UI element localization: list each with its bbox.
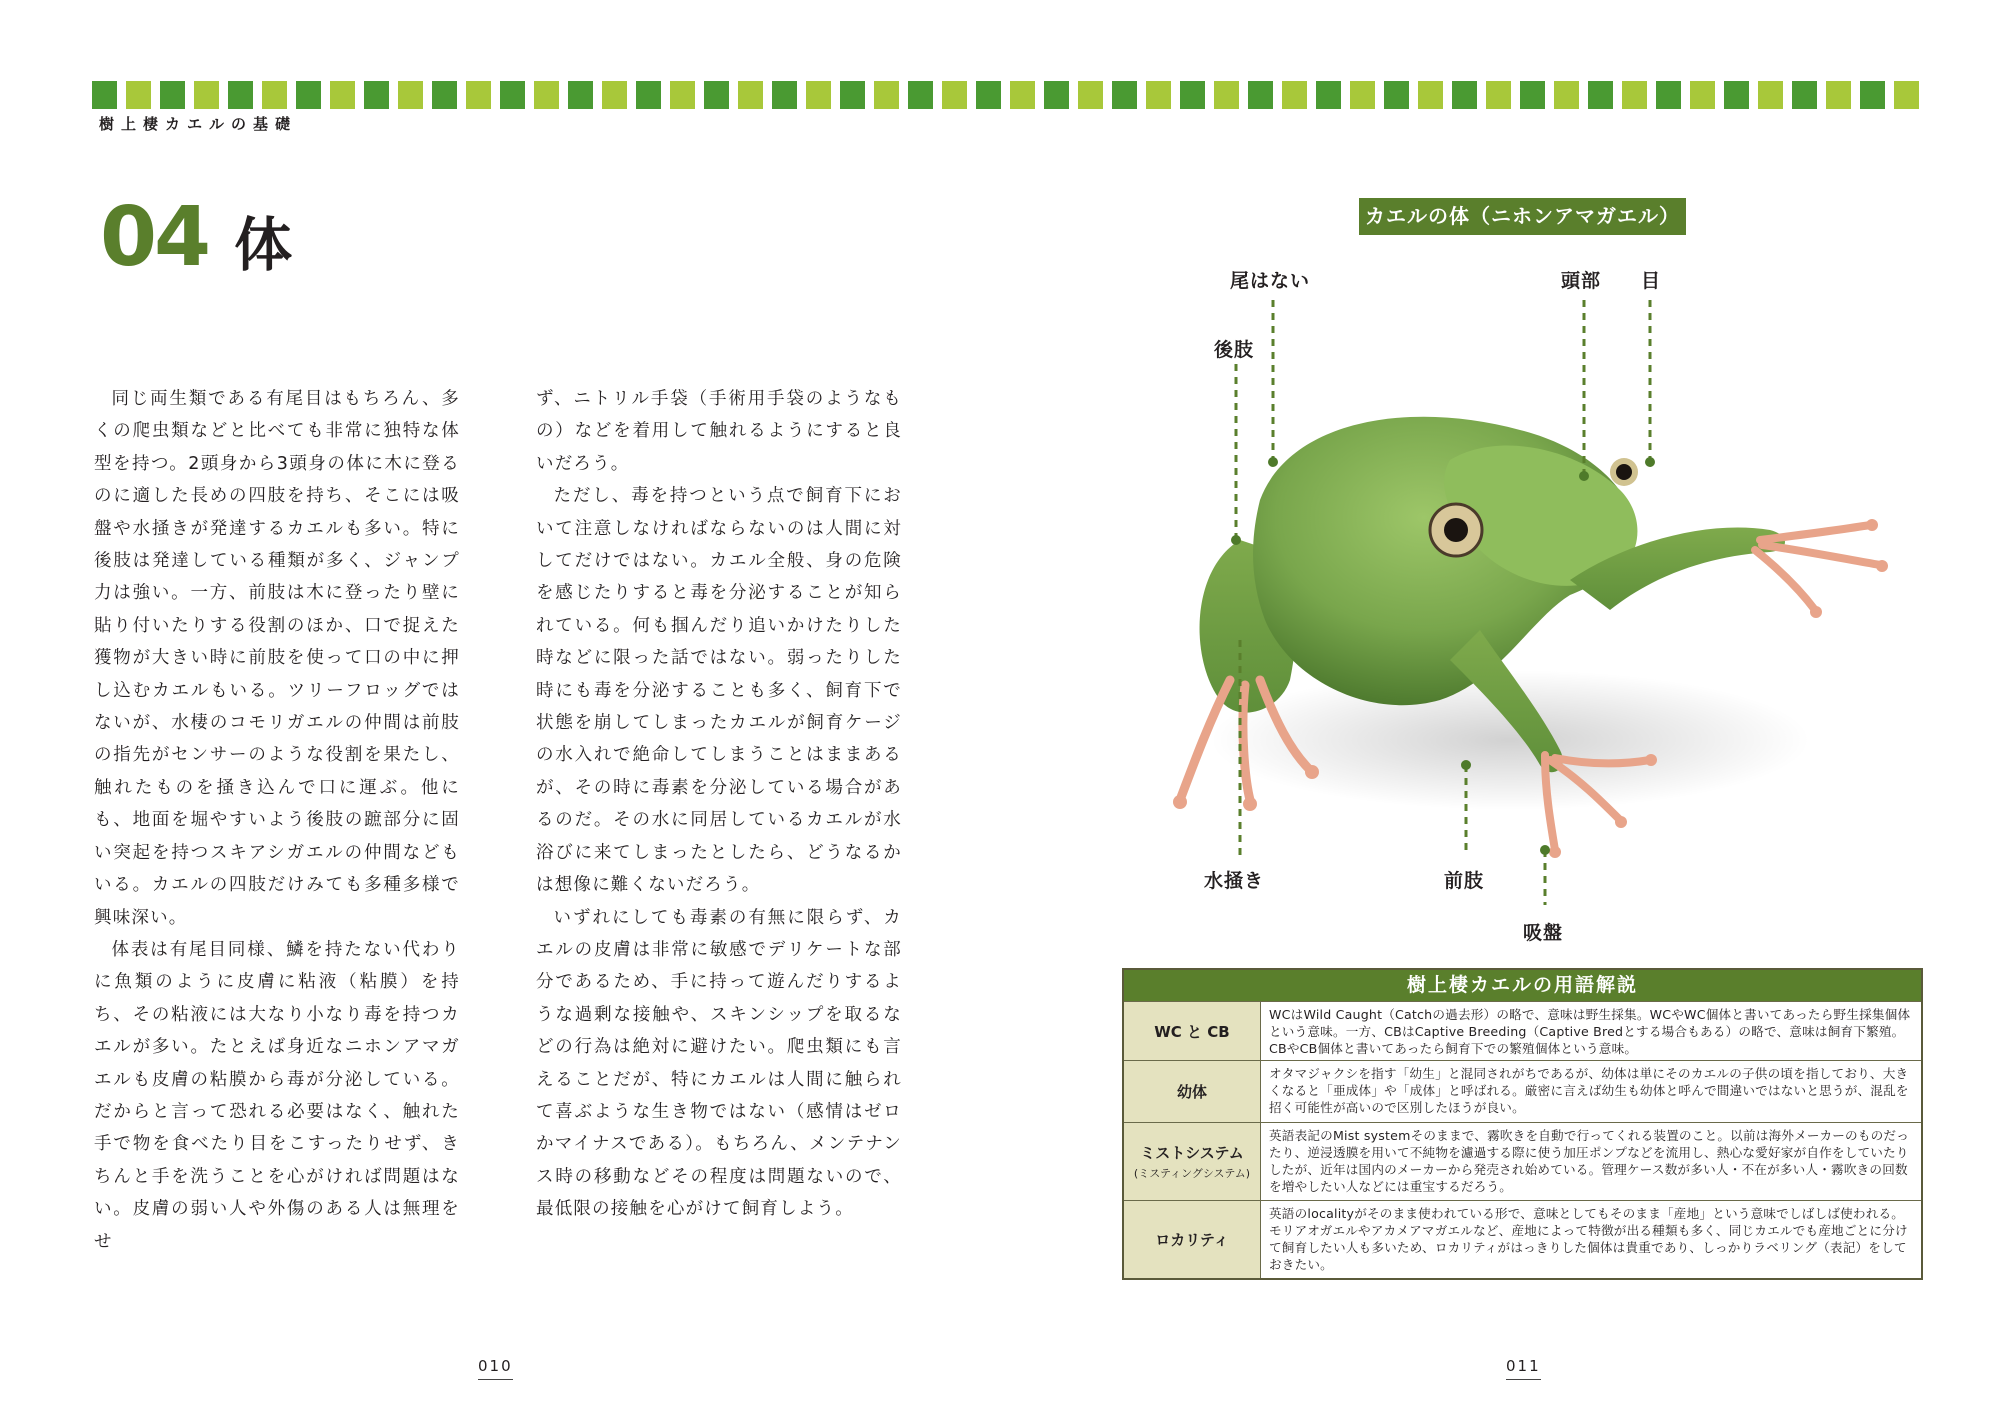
label-tail: 尾はない: [1230, 270, 1311, 292]
paragraph: 体表は有尾目同様、鱗を持たない代わりに魚類のように皮膚に粘液（粘膜）を持ち、その粘液には大なり小なり毒を持つカエルが多い。たとえば身近なニホンアマガエルも皮膚の粘膜から毒が分泌している。だからと言って恐れる必要はなく、触れた手で物を食べたり目をこすったりせず、きちんと手を洗うことを心がければ問題はない。皮膚の弱い人や外傷のある人は無理をせ: [94, 939, 460, 1252]
label-eye: 目: [1641, 270, 1662, 292]
chapter-title: 体: [234, 211, 293, 279]
glossary-row: [1124, 1001, 1921, 1060]
glossary-definition: オタマジャクシを指す「幼生」と混同されがちであるが、幼体は単にそのカエルの子供の頃を指しており、大きくなると「亜成体」や「成体」と呼ばれる。厳密に言えば幼生も幼体と呼んで間違いではないと思うが、混乱を招く可能性が高いので区別したほうが良い。: [1269, 1066, 1909, 1115]
chapter-number: 04: [100, 190, 209, 285]
glossary-term-sub: (ミスティングシステム): [1133, 1167, 1251, 1180]
running-header: 樹上棲カエルの基礎: [99, 115, 298, 133]
label-webbing: 水掻き: [1204, 870, 1265, 892]
glossary-definition: 英語表記のMist systemそのままで、霧吹きを自動で行ってくれる装置のこと。以前は海外メーカーのものだったり、逆浸透膜を用いて不純物を濾過する際に使う加圧ポンプなどを流用し、熱心な愛好家が自作をしていたりしたが、近年は国内のメーカーから発売され始めている。管理ケース数が多い人・不在が多い人・霧吹きの回数を増やしたい人などには重宝するだろう。: [1269, 1128, 1910, 1194]
glossary-term: ロカリティ: [1124, 1201, 1261, 1278]
paragraph: ただし、毒を持つという点で飼育下において注意しなければならないのは人間に対してだけではない。カエル全般、身の危険を感じたりすると毒を分泌することが知られている。何も掴んだり追いかけたりした時などに限った話ではない。弱ったりした時にも毒を分泌することも多く、飼育下で状態を崩してしまったカエルが飼育ケージの水入れで絶命してしまうことはままあるが、その時に毒素を分泌している場合があるのだ。その水に同居しているカエルが水浴びに来てしまったとしたら、どうなるかは想像に難くないだろう。: [536, 486, 902, 896]
glossary-term: WC と CB: [1124, 1002, 1261, 1060]
figure-title: カエルの体（ニホンアマガエル）: [1359, 198, 1686, 235]
glossary-definition: 英語のlocalityがそのまま使われている形で、意味としてもそのまま「産地」という意味でしばしば使われる。モリアオガエルやアカメアマガエルなど、産地によって特徴が出る種類も多く、同じカエルでも産地ごとに分けて飼育したい人も多いため、ロカリティがはっきりした個体は貴重であり、しっかりラベリング（表記）をしておきたい。: [1269, 1206, 1908, 1272]
page-number-left: 010: [478, 1357, 513, 1375]
paragraph: 同じ両生類である有尾目はもちろん、多くの爬虫類などと比べても非常に独特な体型を持つ。2頭身から3頭身の体に木に登るのに適した長めの四肢を持ち、そこには吸盤や水掻きが発達するカエルも多い。特に後肢は発達している種類が多く、ジャンプ力は強い。一方、前肢は木に登ったり壁に貼り付いたりする役割のほか、口で捉えた獲物が大きい時に前肢を使って口の中に押し込むカエルもいる。ツリーフロッグではないが、水棲のコモリガエルの仲間は前肢の指先がセンサーのような役割を果たし、触れたものを掻き込んで口に運ぶ。他にも、地面を堀やすいよう後肢の蹠部分に固い突起を持つスキアシガエルの仲間などもいる。カエルの四肢だけみても多種多様で興味深い。: [94, 389, 460, 928]
glossary-row: [1124, 1122, 1921, 1200]
glossary-term: ミストシステム (ミスティングシステム): [1124, 1123, 1261, 1200]
page-number-right: 011: [1506, 1357, 1541, 1375]
glossary-term: 幼体: [1124, 1061, 1261, 1122]
label-foreleg: 前肢: [1444, 870, 1485, 892]
paragraph: いずれにしても毒素の有無に限らず、カエルの皮膚は非常に敏感でデリケートな部分であるため、手に持って遊んだりするような過剰な接触や、スキンシップを取るなどの行為は絶対に避けたい。爬虫類にも言えることだが、特にカエルは人間に触られて喜ぶような生き物ではない（感情はゼロかマイナスである）。もちろん、メンテナンス時の移動などその程度は問題ないので、最低限の接触を心がけて飼育しよう。: [536, 907, 902, 1220]
label-hindleg: 後肢: [1214, 339, 1255, 361]
glossary-row: [1124, 1060, 1921, 1122]
label-head: 頭部: [1561, 270, 1602, 292]
glossary-title: 樹上棲カエルの用語解説: [1124, 970, 1921, 1001]
glossary-definition: WCはWild Caught（Catchの過去形）の略で、意味は野生採集。WCやWC個体と書いてあったら野生採集個体という意味。一方、CBはCaptive Breeding（Captive Bredとする場合もある）の略で、意味は飼育下繁殖。CBやCB個体と書いてあったら飼育下での繁殖個体という意味。: [1269, 1007, 1911, 1056]
paragraph-continued: ず、ニトリル手袋（手術用手袋のようなもの）などを着用して触れるようにすると良いだろう。: [536, 389, 902, 474]
label-suction-cup: 吸盤: [1523, 922, 1564, 944]
glossary-table: [1122, 968, 1923, 1280]
glossary-row: [1124, 1200, 1921, 1278]
